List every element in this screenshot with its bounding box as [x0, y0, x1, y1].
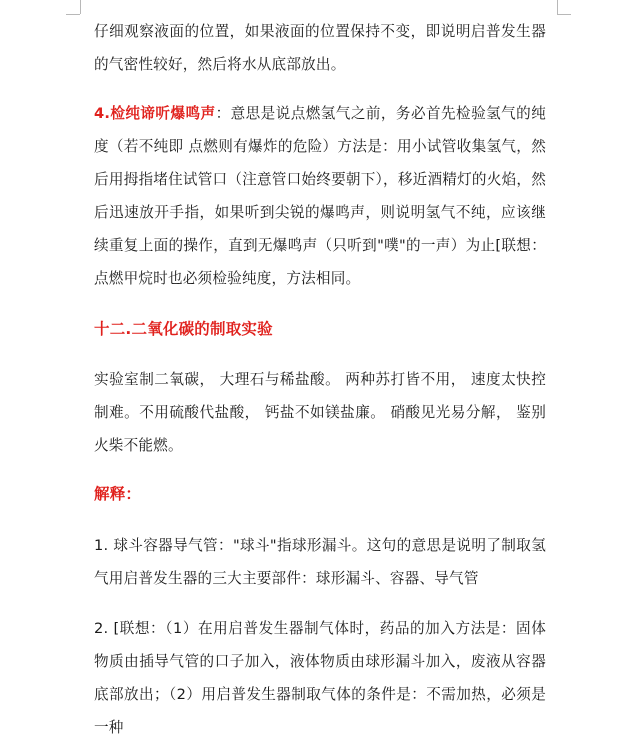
paragraph-text: 仔细观察液面的位置，如果液面的位置保持不变，即说明启普发生器的气密性较好，然后将水从底部放出。	[94, 23, 546, 73]
section-body-text: ：意思是说点燃氢气之前，务必首先检验氢气的纯度（若不纯即 点燃则有爆炸的危险）方法是：用小试管收集氢气，然后用拇指堵住试管口（注意管口始终要朝下），移近酒精灯的火焰，然后迅速放开手指，如果听到尖锐的爆鸣声，则说明氢气不纯，应该继续重复上面的操作，直到无爆鸣声（只听到"噗"的一声）为止[联想：点燃甲烷时也必须检验纯度，方法相同。	[94, 105, 547, 287]
crop-mark-top-right-horizontal	[557, 14, 571, 15]
heading-text: 解释：	[94, 485, 142, 503]
paragraph-explanation-2	[94, 612, 546, 744]
paragraph-text: 2. [联想：（1）在用启普发生器制气体时，药品的加入方法是：固体物质由插导气管的口子加入，液体物质由球形漏斗加入，废液从容器底部放出；（2）用启普发生器制取气体的条件是：不需加热，必须是一种	[94, 620, 546, 736]
section-lead-label: 4.检纯谛听爆鸣声	[94, 105, 216, 122]
paragraph-purity-check	[94, 97, 546, 295]
paragraph-co2-rhyme	[94, 363, 546, 462]
section-heading-co2	[94, 313, 546, 346]
section-heading-explanation	[94, 478, 546, 511]
paragraph-explanation-1	[94, 529, 546, 595]
crop-mark-top-right-vertical	[557, 0, 558, 14]
crop-mark-top-left-horizontal	[66, 14, 80, 15]
paragraph-text: 实验室制二氧碳， 大理石与稀盐酸。 两种苏打皆不用， 速度太快控制难。不用硫酸代盐酸， 钙盐不如镁盐廉。 硝酸见光易分解， 鉴别火柴不能燃。	[94, 371, 546, 454]
paragraph-text: 1. 球斗容器导气管："球斗"指球形漏斗。这句的意思是说明了制取氢气用启普发生器的三大主要部件：球形漏斗、容器、导气管	[94, 537, 546, 587]
crop-mark-top-left-vertical	[80, 0, 81, 14]
paragraph-airtightness	[94, 15, 546, 81]
paragraph-text	[94, 97, 546, 295]
heading-text: 十二.二氧化碳的制取实验	[94, 320, 273, 338]
